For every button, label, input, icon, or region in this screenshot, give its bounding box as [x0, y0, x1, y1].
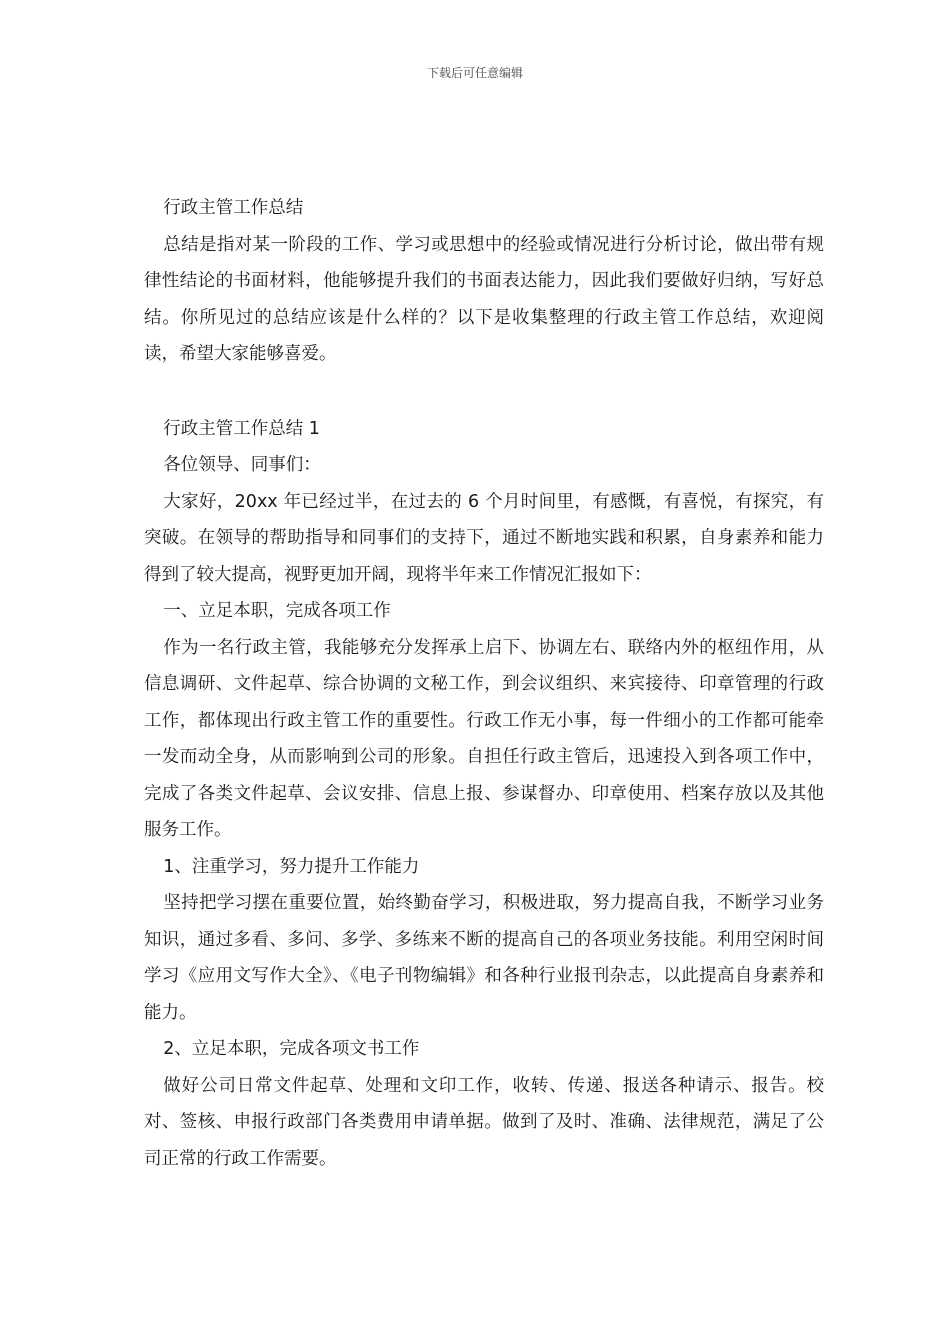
subheading-1: 1、注重学习，努力提升工作能力 — [163, 856, 420, 877]
page-header-note: 下载后可任意编辑 — [426, 66, 523, 80]
subheading-2: 2、立足本职，完成各项文书工作 — [163, 1039, 420, 1059]
intro-paragraph: 总结是指对某一阶段的工作、学习或思想中的经验或情况进行分析讨论，做出带有规律性结论的书面材料，他能够提升我们的书面表达能力，因此我们要做好归纳，写好总结。你所见过的总结应该是什么样的？以下是收集整理的行政主管工作总结，欢迎阅读，希望大家能够喜爱。 — [144, 234, 824, 364]
heading-1: 一、立足本职，完成各项工作 — [163, 601, 391, 621]
paragraph-3: 做好公司日常文件起草、处理和文印工作，收转、传递、报送各种请示、报告。校对、签核、申报行政部门各类费用申请单据。做到了及时、准确、法律规范，满足了公司正常的行政工作需要。 — [144, 1075, 824, 1169]
document-body — [144, 190, 824, 1177]
paragraph-1: 作为一名行政主管，我能够充分发挥承上启下、协调左右、联络内外的枢纽作用，从信息调研、文件起草、综合协调的文秘工作，到会议组织、来宾接待、印章管理的行政工作，都体现出行政主管工作的重要性。行政工作无小事，每一件细小的工作都可能牵一发而动全身，从而影响到公司的形象。自担任行政主管后，迅速投入到各项工作中，完成了各类文件起草、会议安排、信息上报、参谋督办、印章使用、档案存放以及其他服务工作。 — [144, 637, 824, 840]
greeting: 各位领导、同事们： — [163, 455, 321, 475]
spacer — [144, 373, 824, 411]
opening-paragraph: 大家好，20xx 年已经过半，在过去的 6 个月时间里，有感慨，有喜悦，有探究，有突破。在领导的帮助指导和同事们的支持下，通过不断地实践和积累，自身素养和能力得到了较大提高，视野更加开阔，现将半年来工作情况汇报如下： — [144, 491, 824, 585]
section-title: 行政主管工作总结 1 — [163, 418, 320, 439]
document-title: 行政主管工作总结 — [163, 198, 304, 218]
paragraph-2: 坚持把学习摆在重要位置，始终勤奋学习，积极进取，努力提高自我，不断学习业务知识，通过多看、多问、多学、多练来不断的提高自己的各项业务技能。利用空闲时间学习《应用文写作大全》、《电子刊物编辑》和各种行业报刊杂志，以此提高自身素养和能力。 — [144, 893, 824, 1023]
